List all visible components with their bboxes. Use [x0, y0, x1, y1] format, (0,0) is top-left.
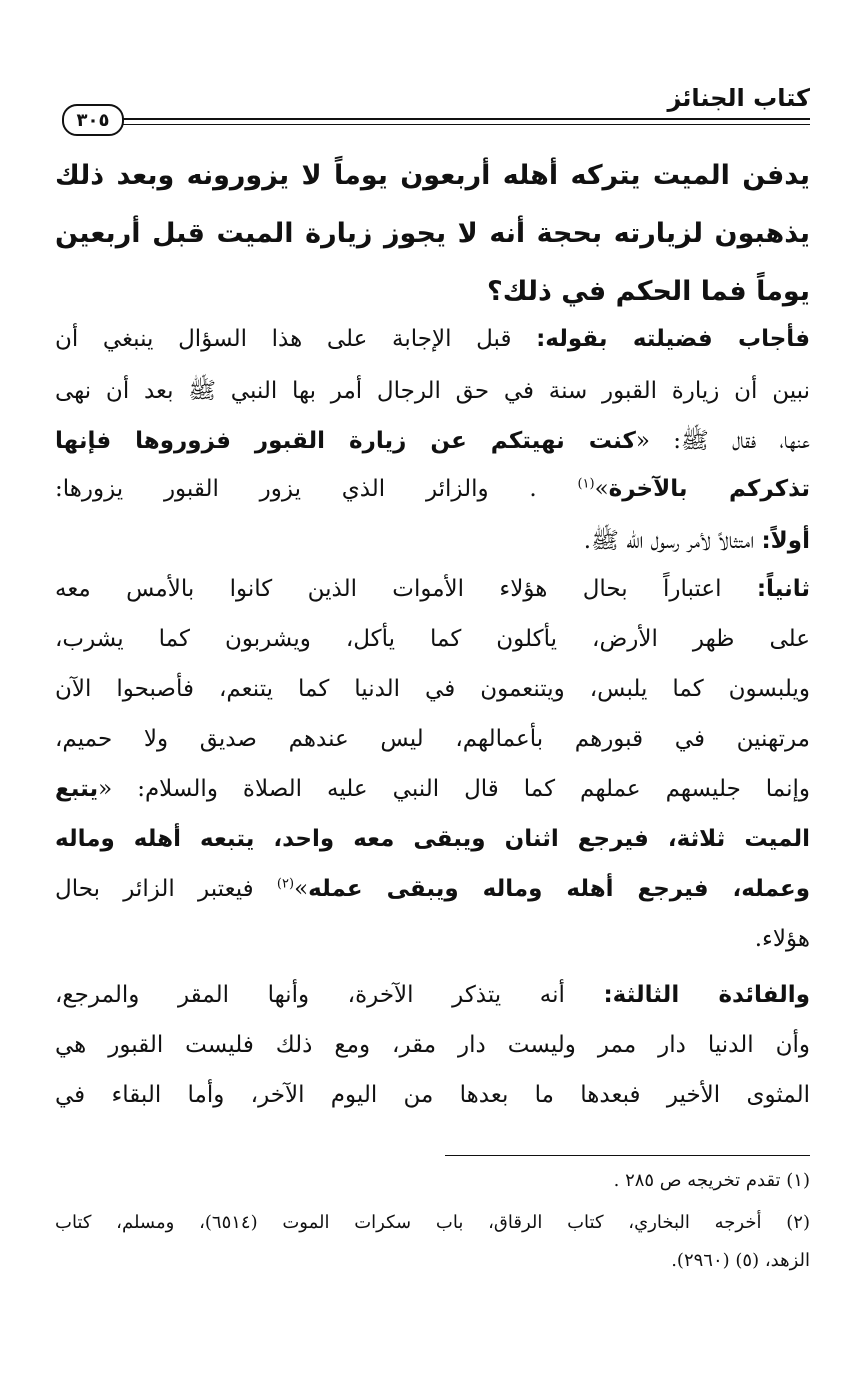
footnote-2-cont: الزهد، (٥) (٢٩٦٠). [671, 1250, 810, 1271]
answer-line [55, 326, 810, 352]
answer-line: ويلبسون كما يلبس، ويتنعمون في الدنيا كما يتنعم، فأصبحوا الآن [55, 676, 810, 702]
answer-line: وأن الدنيا دار ممر وليست دار مقر، ومع ذلك فليست القبور هي [55, 1032, 810, 1058]
chapter-title: كتاب الجنائز [667, 84, 810, 112]
question-line: يوماً فما الحكم في ذلك؟ [487, 276, 810, 307]
answer-text: قبل الإجابة على هذا السؤال ينبغي أن [55, 326, 537, 352]
hadith-quote: تذكركم بالآخرة [608, 476, 810, 502]
quote-mark: » [594, 476, 609, 502]
answer-intro: فأجاب فضيلته بقوله: [536, 326, 811, 352]
question-line: يذهبون لزيارته بحجة أنه لا يجوز زيارة الميت قبل أربعين [55, 218, 810, 249]
header-rule-thin [110, 124, 810, 125]
footnote-ref: (٢) [276, 876, 295, 892]
answer-line: نبين أن زيارة القبور سنة في حق الرجال أمر بها النبي ﷺ بعد أن نهى [55, 378, 810, 404]
point-label: ثانياً: [756, 576, 810, 602]
answer-text: اعتباراً بحال هؤلاء الأموات الذين كانوا بالأمس معه [55, 576, 757, 602]
answer-line: على ظهر الأرض، يأكلون كما يأكل، ويشربون كما يشرب، [55, 626, 810, 652]
answer-line [55, 526, 810, 560]
answer-text: امتثالاً لأمر رسول الله ﷺ. [583, 528, 762, 554]
hadith-quote: يتبع [55, 776, 99, 802]
answer-line: مرتهنين في قبورهم بأعمالهم، ليس عندهم صديق ولا حميم، [55, 726, 810, 752]
answer-text: فيعتبر الزائر بحال [55, 876, 277, 902]
answer-line [55, 426, 810, 460]
footnote-ref: (١) [577, 476, 595, 492]
answer-line [55, 826, 810, 852]
answer-line [55, 776, 810, 802]
hadith-quote: الميت ثلاثة، فيرجع اثنان ويبقى معه واحد، يتبعه أهله وماله [55, 826, 810, 852]
answer-text: عنها، فقال ﷺ: « [635, 428, 811, 454]
hadith-quote: كنت نهيتكم عن زيارة القبور فزوروها فإنها [55, 428, 636, 454]
point-label: أولاً: [761, 528, 810, 554]
quote-mark: » [294, 876, 309, 902]
answer-line [55, 876, 810, 902]
answer-text: أنه يتذكر الآخرة، وأنها المقر والمرجع، [55, 982, 604, 1008]
answer-text: وإنما جليسهم عملهم كما قال النبي عليه الصلاة والسلام: « [98, 776, 810, 802]
answer-line [55, 982, 810, 1008]
answer-text: . والزائر الذي يزور القبور يزورها: [55, 476, 578, 502]
answer-line: المثوى الأخير فبعدها ما بعدها من اليوم الآخر، وأما البقاء في [55, 1082, 810, 1108]
footnote-rule [445, 1155, 810, 1156]
page-number: ٣٠٥ [62, 104, 124, 136]
answer-line [55, 576, 810, 602]
hadith-quote: وعمله، فيرجع أهله وماله ويبقى عمله [308, 876, 810, 902]
question-line: يدفن الميت يتركه أهله أربعون يوماً لا يزورونه وبعد ذلك [55, 160, 810, 191]
point-label: والفائدة الثالثة: [603, 982, 810, 1008]
answer-line [55, 476, 810, 502]
header-rule [110, 118, 810, 120]
answer-line: هؤلاء. [754, 926, 810, 952]
footnote-2: (٢) أخرجه البخاري، كتاب الرقاق، باب سكرات الموت (٦٥١٤)، ومسلم، كتاب [55, 1212, 810, 1233]
footnote-1: (١) تقدم تخريجه ص ٢٨٥ . [613, 1170, 810, 1191]
